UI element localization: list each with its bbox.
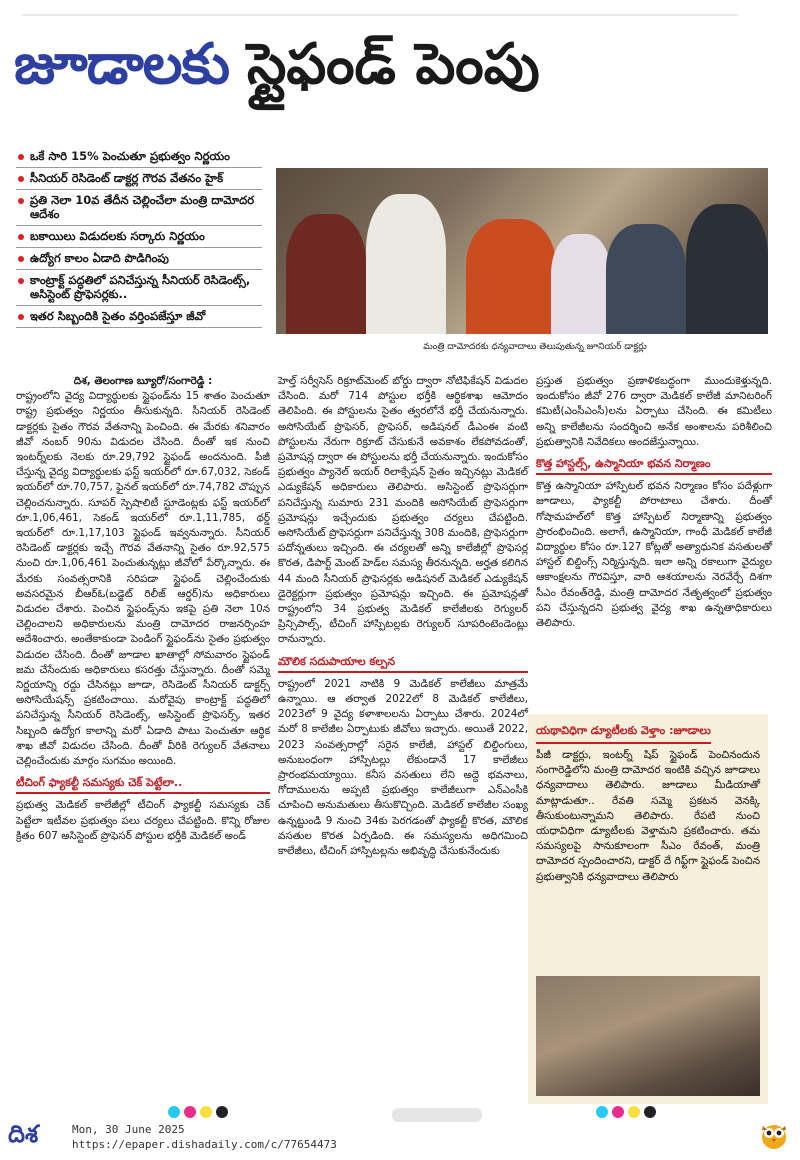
color-registration-marks xyxy=(168,1106,228,1120)
article-paragraph: హెల్త్ సర్వీసెస్ రిక్రూట్‌మెంట్ బోర్డు ద్వారా నోటిఫికేషన్ విడుదల చేసింది. మరో 714 పోస్టుల భర్తీకి ఆర్థికశాఖ ఆమోదం తెలిపింది. ఈ పోస్టులను సైతం త్వరలోనే భర్తీ చేయనున్నారు. అసోసియేట్ ప్రొఫెసర్, ప్రొఫెసర్, అడిషనల్ డీఎంఈ వంటి పోస్టులను నేరుగా రిక్రూట్ చేసుకునే అవకాశం లేకపోవడంతో, ప్రమోషన్ల ద్వారా ఈ పోస్టులను భర్తీ చేయనున్నారు. ఇందుకోసం ప్రభుత్వం ప్యానెల్ ఇయర్ రిలాక్సేషన్ సైతం ఇచ్చినట్లు మెడికల్ ఎడ్యుకేషన్ అధికారులు తెలిపారు. అసిస్టెంట్ ప్రొఫెసర్లుగా పనిచేస్తున్న సుమారు 231 మందికి అసోసియేట్ ప్రొఫెసర్లుగా ప్రమోషన్లు ఇచ్చేందుకు ప్రభుత్వం చర్యలు చేపట్టింది. అసోసియేట్ ప్రొఫెసర్లుగా పనిచేస్తున్న 308 మందికి, ప్రొఫెసర్లుగా పదోన్నతులు ఇచ్చింది. ఈ చర్యలతో అన్ని కాలేజీల్లో ప్రొఫెసర్ల కొరత, డిపార్ట్ మెంట్ హెడ్‌ల సమస్య తీరనున్నది. అర్హత కలిగిన 44 మంది సీనియర్ ప్రొఫెసర్లకు అడిషనల్ మెడికల్ ఎడ్యుకేషన్ డైరెక్టర్లుగా ప్రభుత్వం ప్రమోషన్లు ఇచ్చింది. ఈ ప్రమోషన్లతో రాష్ట్రంలోని 34 ప్రభుత్వ మెడికల్ కాలేజీలకు రెగ్యులర్ ప్రిన్సిపాల్స్, టీచింగ్ హాస్పిటల్లకు రెగ్యులర్ సూపరింటెండెంట్లు రానున్నారు. xyxy=(278,375,528,646)
subheading: మౌలిక సదుపాయాల కల్పన xyxy=(278,654,528,673)
side-box-photo xyxy=(536,976,760,1096)
bullet-list xyxy=(16,146,262,328)
byline: దిశ, తెలంగాణ బ్యూరో/సంగారెడ్డి : xyxy=(73,375,213,387)
article-paragraph: రాష్ట్రంలోని వైద్య విద్యార్థులకు స్టైఫండ్‌ను 15 శాతం పెంచుతూ రాష్ట్ర ప్రభుత్వం నిర్ణయం తీసుకున్నది. సీనియర్ రెసిడెంట్ డాక్టర్లకు సైతం గౌరవ వేతనాన్ని పెంచింది. ఈ మేరకు శనివారం జీవో నంబర్ 90ను విడుదల చేసింది. దీంతో ఇక నుంచి ఇంటర్న్‌లకు నెలకు రూ.29,792 స్టైఫండ్ అందనుంది. పీజీ చేస్తున్న వైద్య విద్యార్థులకు ఫస్ట్ ఇయర్‌లో రూ.67,032, సెకండ్ ఇయర్‌లో రూ.70,757, ఫైనల్ ఇయర్‌లో రూ.74,782 చొప్పున చెల్లించనున్నారు. సూపర్ స్పెషాలిటీ స్టూడెంట్లకు ఫస్ట్ ఇయర్‌లో రూ.1,06,461, సెకండ్ ఇయర్‌లో రూ.1,11,785, థర్డ్ ఇయర్‌లో రూ.1,17,103 స్టైఫండ్ ఇవ్వనున్నారు. సీనియర్ రెసిడెంట్ డాక్టర్లకు ఇచ్చే గౌరవ వేతనాన్ని సైతం రూ.92,575 నుంచి రూ.1,06,461 పెంచుతున్నట్లు జీవోలో పేర్కొన్నారు. ఈ మేరకు సంవత్సరానికి సరిపడా స్టైఫండ్ చెల్లించేందుకు అవసరమైన బీఆర్‌ఓ(బడ్జెట్ రిలీజ్ ఆర్డర్)ను అధికారులు విడుదల చేశారు. పెంచిన స్టైఫండ్స్‌ను ఇకపై ప్రతి నెలా 10న చెల్లించాలని అధికారులను మంత్రి దామోదర రాజనర్సింహ ఆదేశించారు. అంతేకాకుండా పెండింగ్ స్టైఫండ్‌ను సైతం ప్రభుత్వం విడుదల చేసింది. దీంతో జూడాల ఖాతాల్లో సోమవారం స్టైఫండ్ జమ చేసేందుకు అధికారులు కసరత్తు చేస్తున్నారు. దీంతో సమ్మె నిర్ణయాన్ని రద్దు చేసినట్లు జూడా, రెసిడెంట్ సీనియర్ డాక్టర్స్ అసోసియేషన్స్ ప్రకటించాయి. మరోవైపు కాంట్రాక్ట్ పద్ధతిలో పనిచేస్తున్న సీనియర్ రెసిడెంట్స్, అసిస్టెంట్ ప్రొఫెసర్స్, ఇతర సిబ్బంది ఉద్యోగ కాలాన్ని మరో ఏడాది పాటు పెంచుతూ ఆర్థిక శాఖ జీవో విడుదల చేసింది. దీంతో వీరికి రెగ్యులర్ వేతనాలు చెల్లించేందుకు మార్గం సుగమం అయింది. xyxy=(16,390,270,768)
footer-info xyxy=(72,1122,337,1152)
top-rule xyxy=(22,14,738,16)
side-box-text: పీజీ డాక్టర్లు, ఇంటర్న్ షిప్ స్టైఫండ్ పెంచినందున సంగారెడ్డిలోని మంత్రి దామోదర ఇంటికి వచ్చిన జూడాలు ధన్యవాదాలు తెలిపారు. జూడాలు మీడియాతో మాట్లాడుతూ.. రేవతి సమ్మె ప్రకటన వెనక్కి తీసుకుంటున్నామని తెలిపారు. రేపటి నుంచి యధావిధిగా డ్యూటీలకు వెళ్తామని ప్రకటించారు. తమ సమస్యలపై సానుకూలంగా సీఎం రేవంత్, మంత్రి దామోదర స్పందించారని, డాక్టర్ దే గిఫ్ట్‌గా స్టైఫండ్ పెంచిన ప్రభుత్వానికి ధన్యవాదాలు తెలిపారు xyxy=(536,749,760,883)
article-column-2 xyxy=(278,374,528,859)
article-column-3 xyxy=(536,374,772,631)
headline-part2: స్టైఫండ్ పెంపు xyxy=(247,32,540,97)
bullet-item: కాంట్రాక్ట్ పద్ధతిలో పనిచేస్తున్న సీనియర్ రెసిడెంట్స్, అసిస్టెంట్ ప్రొఫెసర్లకు.. xyxy=(16,270,262,306)
color-registration-marks xyxy=(596,1106,656,1120)
disha-logo[interactable] xyxy=(8,1120,64,1152)
bullet-item: ఒకే సారి 15% పెంచుతూ ప్రభుత్వం నిర్ణయం xyxy=(16,146,262,168)
bullet-item: బకాయిలు విడుదలకు సర్కారు నిర్ణయం xyxy=(16,226,262,248)
subheading: టీచింగ్ ఫ్యాకల్టీ సమస్యకు చెక్ పెట్టేలా.. xyxy=(16,775,270,794)
headline-part1: జూడాలకు xyxy=(14,32,230,97)
article-paragraph: ప్రభుత్వ మెడికల్ కాలేజీల్లో టీచింగ్ ఫ్యాకల్టీ సమస్యకు చెక్ పెట్టేలా ఇటీవల ప్రభుత్వం పలు చర్యలు చేపట్టింది. కొన్ని రోజుల క్రితం 607 అసిస్టెంట్ ప్రొఫెసర్ పోస్టుల భర్తీకి మెడికల్ అండ్ xyxy=(16,799,270,842)
owl-icon xyxy=(758,1120,790,1150)
side-box xyxy=(528,714,768,1104)
news-photo xyxy=(276,168,768,334)
article-paragraph: కొత్త ఉస్మానియా హాస్పిటల్ భవన నిర్మాణం కోసం పదేళ్లుగా జూడాలు, ఫ్యాకల్టీ పోరాటాలు చేశారు. దీంతో గోషామహల్‌లో కొత్త హాస్పిటల్ నిర్మాణాన్ని ప్రభుత్వం ప్రారంభించింది. అలాగే, ఉస్మానియా, గాంధీ మెడికల్ కాలేజీ విద్యార్థుల కోసం రూ.127 కోట్లతో అత్యాధునిక వసతులతో హాస్టల్ బిల్డింగ్స్ నిర్మిస్తున్నది. ఇలా అన్ని రకాలుగా వైద్యుల ఆకాంక్షలను గౌరవిస్తూ, వారి ఆశయాలను నెరవేర్చే దిశగా సీఎం రేవంత్‌రెడ్డి, మంత్రి దామోదర నేతృత్వంలో ప్రభుత్వం పని చేస్తున్నదని ప్రభుత్వ వైద్య శాఖ ఉన్నతాధికారులు తెలిపారు. xyxy=(536,480,772,630)
logo-text: దిశ xyxy=(8,1120,39,1148)
side-box-title: యథావిధిగా డ్యూటీలకు వెళ్తాం :జూడాలు xyxy=(536,724,711,744)
article-column-1 xyxy=(16,374,270,844)
headline xyxy=(14,32,786,142)
photo-caption: మంత్రి దామోదరకు ధన్యవాదాలు తెలుపుతున్న జూనియర్ డాక్టర్లు xyxy=(423,342,647,352)
epaper-url[interactable]: https://epaper.dishadaily.com/c/77654473 xyxy=(72,1138,337,1151)
edition-date: Mon, 30 June 2025 xyxy=(72,1123,185,1136)
subheading: కొత్త హాస్టల్స్, ఉస్మానియా భవన నిర్మాణం xyxy=(536,456,772,475)
article-paragraph: రాష్ట్రంలో 2021 నాటికి 9 మెడికల్ కాలేజీలు మాత్రమే ఉన్నాయి. ఆ తర్వాత 2022లో 8 మెడికల్ కాలేజీలు, 2023లో 9 వైద్య కళాశాలలను ఏర్పాటు చేశారు. 2024లో మరో 8 కాలేజీల ఏర్పాటుకు జీవోలు ఇచ్చారు. అయితే 2022, 2023 సంవత్సరాల్లో సరైన కాలేజీ, హాస్టల్ బిల్డింగులు, అనుబంధంగా హాస్పిటల్లు లేకుండానే 17 కాలేజీలు ప్రారంభమయ్యాయి. కనీస వసతులు లేని అద్దె భవనాలు, గోదాములను అప్పటి ప్రభుత్వం కాలేజీలుగా ఎన్‌ఎంసీకి చూపించి అనుమతులు తీసుకొచ్చింది. మెడికల్ కాలేజీల సంఖ్య ఉన్నట్టుండి 9 నుంచి 34కు పెరగడంతో ఫ్యాకల్టీ కొరత, మౌలిక వసతుల కొరత ఏర్పడింది. ఈ సమస్యలను అధిగమించి కాలేజీలు, టీచింగ్ హాస్పిటల్లను అభివృద్ధి చేసుకునేందుకు xyxy=(278,677,528,858)
bullet-item: ప్రతి నెలా 10వ తేదీన చెల్లించేలా మంత్రి దామోదర ఆదేశం xyxy=(16,190,262,226)
bullet-item: సీనియర్ రెసిడెంట్ డాక్టర్ల గౌరవ వేతనం హైక్ xyxy=(16,168,262,190)
article-paragraph: ప్రస్తుత ప్రభుత్వం ప్రణాళికబద్ధంగా ముందుకెళ్తున్నది. ఇందుకోసం జీవో 276 ద్వారా మెడికల్ కాలేజీ మానిటరింగ్ కమిటీ(ఎంసీఎంసీ)లను ఏర్పాటు చేసింది. ఈ కమిటీలు అన్ని కాలేజీలను సందర్శించి అనేక అంశాలను పరిశీలించి ప్రభుత్వానికి నివేదికలు అందజేస్తున్నాయి. xyxy=(536,375,772,448)
bullet-item: ఉద్యోగ కాలం ఏడాది పొడిగింపు xyxy=(16,248,262,270)
bullet-item: ఇతర సిబ్బందికి సైతం వర్తింపజేస్తూ జీవో xyxy=(16,306,262,328)
print-tab xyxy=(392,1108,482,1122)
